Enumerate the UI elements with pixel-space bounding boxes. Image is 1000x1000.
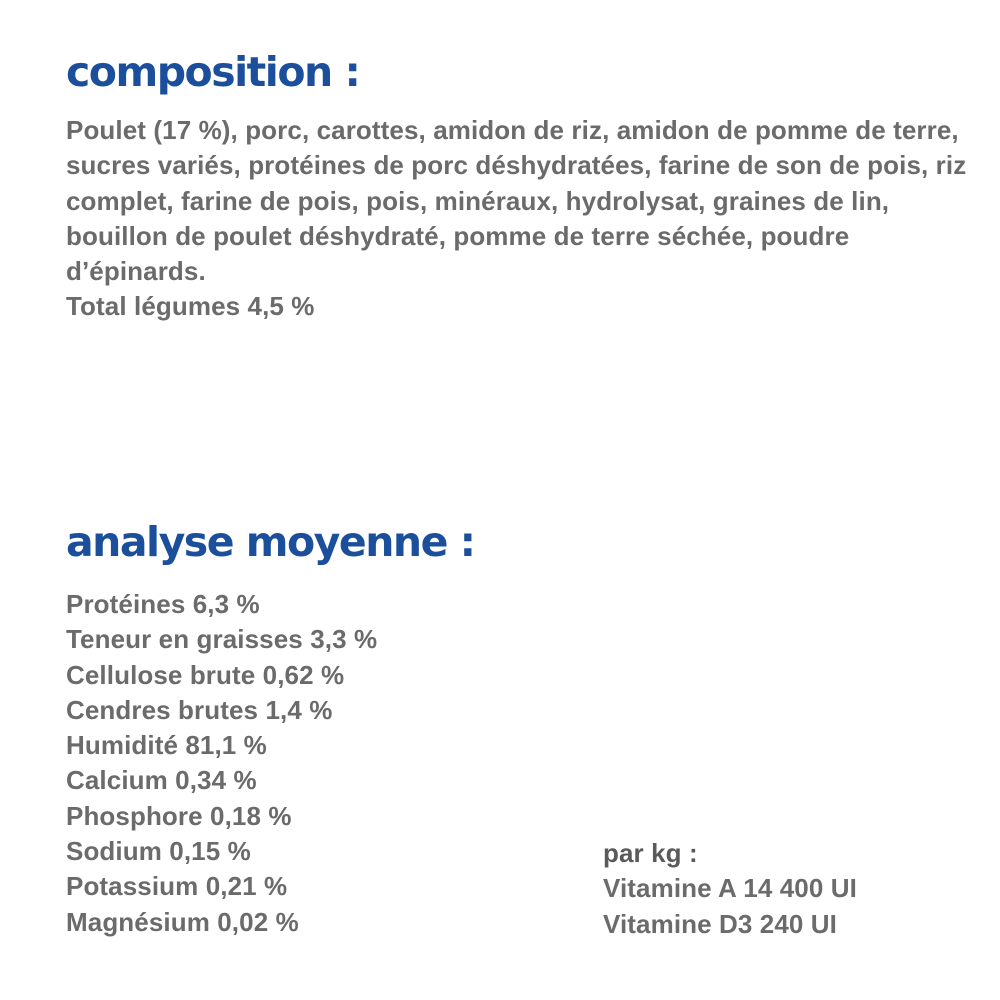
analysis-item-potassium: Potassium 0,21 % <box>66 871 288 902</box>
composition-ingredients: Poulet (17 %), porc, carottes, amidon de riz, amidon de pomme de terre, sucres variés, protéines de porc déshydratées, farine de son de pois, riz complet, farine de pois, pois, minéraux, hydrolysat, graines de lin, bouillon de poulet déshydraté, pomme de terre séchée, poudre d’épinards. <box>66 115 967 287</box>
analysis-item-calcium: Calcium 0,34 % <box>66 765 257 796</box>
composition-total-vegetables: Total légumes 4,5 % <box>66 291 315 321</box>
analysis-item-magnesium: Magnésium 0,02 % <box>66 906 299 937</box>
analysis-heading: analyse moyenne : <box>66 518 475 566</box>
analysis-item-moisture: Humidité 81,1 % <box>66 730 267 761</box>
analysis-item-fibre: Cellulose brute 0,62 % <box>66 659 345 690</box>
per-kg-list <box>603 836 857 942</box>
analysis-item-fat: Teneur en graisses 3,3 % <box>66 624 378 655</box>
per-kg-item-vitamin-a: Vitamine A 14 400 UI <box>603 873 857 904</box>
per-kg-label: par kg : <box>603 838 698 868</box>
analysis-item-ash: Cendres brutes 1,4 % <box>66 694 333 725</box>
analysis-item-sodium: Sodium 0,15 % <box>66 836 251 867</box>
analysis-item-phosphorus: Phosphore 0,18 % <box>66 800 292 831</box>
analysis-list <box>66 587 377 940</box>
analysis-item-proteins: Protéines 6,3 % <box>66 589 260 619</box>
composition-heading: composition : <box>66 48 360 96</box>
per-kg-item-vitamin-d3: Vitamine D3 240 UI <box>603 908 837 939</box>
